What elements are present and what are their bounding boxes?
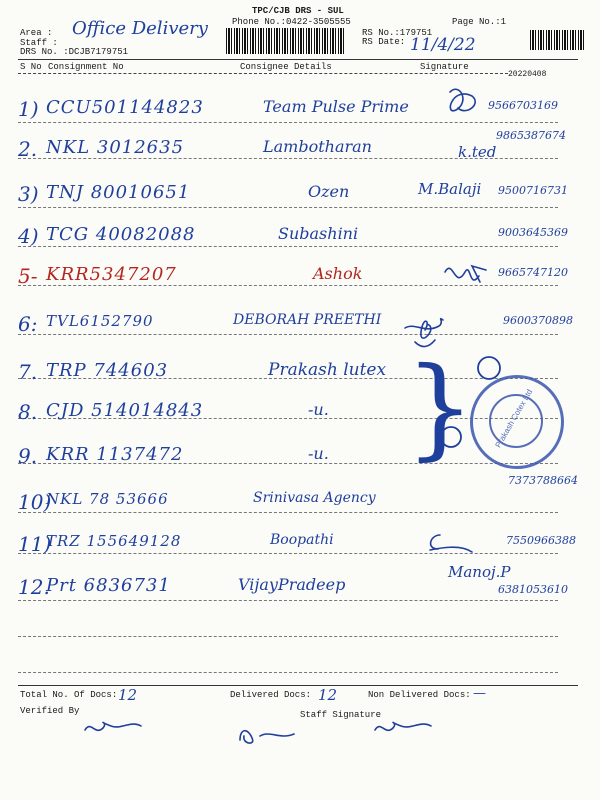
delivered-docs-label: Delivered Docs: bbox=[230, 690, 312, 700]
staff-signature-1 bbox=[240, 731, 294, 743]
consignee-name: DEBORAH PREETHI bbox=[233, 312, 382, 328]
consignment-number: CCU501144823 bbox=[46, 97, 204, 118]
delivered-docs-value: 12 bbox=[318, 686, 338, 704]
consignment-number: TRZ 155649128 bbox=[46, 532, 182, 550]
consignee-name: -u. bbox=[308, 444, 329, 463]
signature-1 bbox=[450, 89, 475, 111]
consignee-name: Boopathi bbox=[270, 532, 334, 548]
header-divider bbox=[18, 59, 578, 60]
barcode-small bbox=[530, 30, 585, 50]
consignment-number: KRR5347207 bbox=[46, 264, 177, 285]
phone-value: 9665747120 bbox=[498, 266, 568, 279]
document-title: TPC/CJB DRS - SUL bbox=[252, 6, 344, 16]
signature-text: M.Balaji bbox=[418, 180, 482, 198]
total-docs-value: 12 bbox=[118, 686, 138, 704]
consignment-number: NKL 78 53666 bbox=[46, 490, 169, 508]
phone-value: 9500716731 bbox=[498, 184, 568, 197]
row-number: 9. bbox=[18, 444, 38, 468]
consignment-number: TCG 40082088 bbox=[46, 224, 196, 245]
total-docs-label: Total No. Of Docs: bbox=[20, 690, 118, 700]
verified-signature bbox=[85, 722, 141, 730]
phone-value: 9865387674 bbox=[496, 129, 566, 142]
consignment-number: TRP 744603 bbox=[46, 360, 169, 381]
col-signature: Signature bbox=[420, 62, 469, 72]
grouping-brace: } bbox=[405, 343, 475, 471]
consignee-name: Lambotharan bbox=[263, 137, 372, 156]
staff-label: Staff : bbox=[20, 38, 58, 48]
signature-text: Manoj.P bbox=[448, 563, 511, 581]
row-number: 10) bbox=[18, 490, 52, 514]
consignment-number: TVL6152790 bbox=[46, 312, 154, 330]
row-number: 3) bbox=[18, 182, 39, 206]
verified-by-label: Verified By bbox=[20, 706, 80, 716]
row-number: 4) bbox=[18, 224, 39, 248]
stamp-mark-circle bbox=[441, 427, 461, 447]
row-number: 12. bbox=[18, 575, 50, 599]
row-number: 2. bbox=[18, 137, 38, 161]
consignment-number: CJD 514014843 bbox=[46, 400, 204, 421]
phone-value: 7550966388 bbox=[506, 534, 576, 547]
row-number: 7. bbox=[18, 360, 38, 384]
col-consignment: Consignment No bbox=[48, 62, 124, 72]
consignee-name: Subashini bbox=[278, 224, 359, 243]
phone-value: 7373788664 bbox=[508, 474, 578, 487]
row7-check-circle bbox=[478, 357, 500, 379]
consignee-name: Ozen bbox=[308, 182, 350, 201]
rs-date-label: RS Date: bbox=[362, 37, 406, 47]
consignee-name: VijayPradeep bbox=[238, 575, 346, 594]
signature-4 bbox=[445, 266, 486, 282]
phone-value: 6381053610 bbox=[498, 583, 568, 596]
col-sno: S No bbox=[20, 62, 42, 72]
row-number: 5- bbox=[18, 264, 38, 288]
rs-date-value: 11/4/22 bbox=[410, 35, 476, 55]
consignment-number: KRR 1137472 bbox=[46, 444, 184, 465]
drs-number: DRS No. :DCJB7179751 bbox=[20, 47, 129, 57]
signature-5 bbox=[415, 321, 435, 346]
non-delivered-docs-value: — bbox=[473, 686, 486, 701]
barcode bbox=[226, 28, 346, 54]
rs-number: RS No.:179751 bbox=[362, 28, 433, 38]
phone-value: 9566703169 bbox=[488, 99, 558, 112]
phone-number: Phone No.:0422-3505555 bbox=[232, 17, 351, 27]
print-date: 20220408 bbox=[508, 70, 547, 79]
staff-signature-2 bbox=[375, 722, 431, 730]
signature-10 bbox=[430, 535, 472, 552]
consignment-number: NKL 3012635 bbox=[46, 137, 185, 158]
column-divider bbox=[18, 73, 508, 74]
consignee-name: Ashok bbox=[313, 264, 363, 283]
page-number: Page No.:1 bbox=[452, 17, 507, 27]
row-number: 8. bbox=[18, 400, 38, 424]
row-number: 11) bbox=[18, 532, 52, 556]
area-value: Office Delivery bbox=[72, 18, 208, 39]
row-number: 6: bbox=[18, 312, 38, 336]
signature-text: k.ted bbox=[458, 143, 497, 161]
col-consignee: Consignee Details bbox=[240, 62, 332, 72]
phone-value: 9003645369 bbox=[498, 226, 568, 239]
consignee-name: Prakash lutex bbox=[268, 360, 387, 380]
stamp-text: Prakash Cotex Ltd bbox=[493, 387, 535, 450]
consignment-number: Prt 6836731 bbox=[46, 575, 171, 596]
row-number: 1) bbox=[18, 97, 39, 121]
area-label: Area : bbox=[20, 28, 53, 38]
non-delivered-docs-label: Non Delivered Docs: bbox=[368, 690, 471, 700]
consignee-name: -u. bbox=[308, 400, 329, 419]
consignee-name: Srinivasa Agency bbox=[253, 490, 376, 506]
consignee-name: Team Pulse Prime bbox=[263, 97, 409, 116]
staff-signature-label: Staff Signature bbox=[300, 710, 382, 720]
phone-value: 9600370898 bbox=[503, 314, 573, 327]
consignment-number: TNJ 80010651 bbox=[46, 182, 191, 203]
signature-scribbles bbox=[10, 80, 590, 780]
